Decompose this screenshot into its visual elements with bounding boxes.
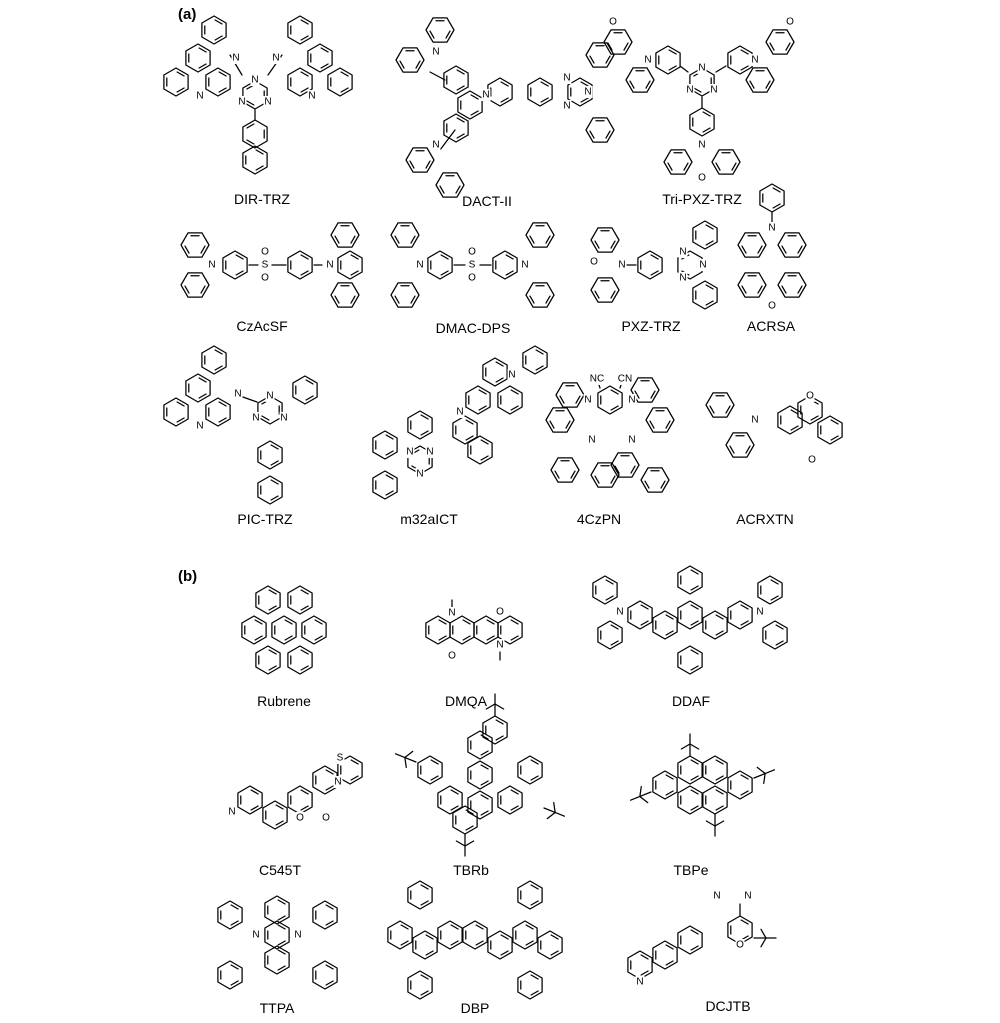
ring-bond [272, 616, 296, 644]
ring-bond [638, 251, 662, 279]
bond [555, 812, 564, 816]
bond [765, 770, 774, 774]
atom-label: O [590, 256, 598, 268]
atom-label: N [628, 394, 636, 406]
ring-bond [626, 68, 654, 92]
compound-name-tbpe: TBPe [673, 862, 709, 878]
atom-label: N [482, 89, 490, 101]
bond [706, 821, 715, 826]
ring-bond [678, 756, 702, 784]
ring-bond [546, 408, 574, 432]
ring-bond [778, 273, 806, 297]
ring-bond [628, 951, 652, 979]
atom-label: N [618, 259, 626, 271]
ring-bond [556, 383, 584, 407]
ring-bond [373, 431, 397, 459]
compound-name-dir-trz: DIR-TRZ [234, 191, 290, 207]
ring-bond [586, 118, 614, 142]
atom-label: N [432, 46, 440, 58]
ring-bond [463, 921, 487, 949]
atom-label: N [698, 62, 706, 74]
atom-label: O [786, 16, 794, 28]
compound-name-czacsf: CzAcSF [236, 318, 288, 334]
ring-bond [288, 586, 312, 614]
ring-bond [646, 408, 674, 432]
compound-name-ddaf: DDAF [671, 693, 711, 709]
ring-bond [604, 30, 632, 54]
ring-bond [391, 283, 419, 307]
atom-label: N [713, 890, 721, 902]
ring-bond [664, 150, 692, 174]
ring-bond [265, 921, 289, 949]
atom-label: N [616, 606, 624, 618]
ring-bond [712, 150, 740, 174]
ring-bond [202, 16, 226, 44]
ring-bond [406, 148, 434, 172]
atom-label: O [261, 246, 269, 258]
atom-label: N [326, 259, 334, 271]
atom-label: N [679, 246, 687, 258]
ring-bond [598, 621, 622, 649]
atom-label: CN [617, 373, 633, 385]
structure-tri-pxz-trz [604, 16, 795, 184]
ring-bond [703, 786, 727, 814]
ring-bond [436, 173, 464, 197]
ring-bond [288, 16, 312, 44]
atom-label: N [756, 606, 764, 618]
ring-bond [628, 601, 652, 629]
atom-label: N [228, 806, 236, 818]
atom-label: N [208, 259, 216, 271]
ring-bond [468, 731, 492, 759]
ring-bond [653, 611, 677, 639]
atom-label: N [232, 52, 240, 64]
panel-label-b: (b) [178, 568, 198, 585]
ring-bond [258, 476, 282, 504]
bond [405, 758, 406, 768]
structure-4czpn [546, 373, 674, 492]
ring-bond [181, 273, 209, 297]
compound-name-acrxtn: ACRXTN [736, 511, 794, 527]
compound-name-dbp: DBP [460, 1000, 490, 1016]
atom-label: N [699, 259, 707, 271]
bond [716, 66, 726, 72]
atom-label: N [563, 100, 571, 112]
atom-label: N [234, 388, 242, 400]
structure-ddaf [593, 566, 787, 674]
ring-bond [408, 971, 432, 999]
atom-label: N [272, 52, 280, 64]
ring-bond [218, 901, 242, 929]
ring-bond [678, 786, 702, 814]
ring-bond [493, 251, 517, 279]
atom-label: N [521, 259, 529, 271]
ring-bond [488, 78, 512, 106]
ring-bond [428, 251, 452, 279]
ring-bond [391, 223, 419, 247]
ring-bond [678, 601, 702, 629]
ring-bond [181, 233, 209, 257]
structure-dir-trz [164, 16, 352, 174]
atom-label: N [584, 86, 592, 98]
atom-label: N [294, 929, 302, 941]
ring-bond [738, 233, 766, 257]
structure-dmac-dps [391, 223, 554, 307]
ring-bond [186, 44, 210, 72]
ring-bond [728, 771, 752, 799]
atom-label: N [588, 434, 596, 446]
compound-name-dact-ii: DACT-II [462, 193, 512, 209]
bond [761, 938, 766, 947]
atom-label: N [252, 929, 260, 941]
ring-bond [483, 716, 507, 744]
compound-name-ttpa: TTPA [259, 1000, 295, 1016]
ring-bond [444, 114, 468, 142]
ring-bond [263, 801, 287, 829]
ring-bond [551, 458, 579, 482]
ring-bond [293, 376, 317, 404]
ring-bond [778, 233, 806, 257]
atom-label: N [636, 976, 644, 988]
ring-bond [223, 251, 247, 279]
ring-bond [591, 278, 619, 302]
structure-acrsa [738, 184, 806, 312]
bond [631, 796, 640, 800]
ring-bond [388, 921, 412, 949]
atom-label: O [448, 650, 456, 662]
ring-bond [763, 621, 787, 649]
atom-label: N [508, 369, 516, 381]
bond [547, 812, 555, 818]
bond [544, 808, 555, 812]
ring-bond [678, 566, 702, 594]
ring-bond [593, 576, 617, 604]
structure-dbp [388, 881, 562, 999]
compound-name-dmac-dps: DMAC-DPS [435, 320, 511, 336]
ring-bond [438, 786, 462, 814]
ring-bond [483, 358, 507, 386]
atom-label: N [686, 84, 694, 96]
ring-bond [331, 283, 359, 307]
structure-pxz-trz [590, 221, 718, 309]
ring-bond [738, 273, 766, 297]
ring-bond [653, 941, 677, 969]
ring-bond [418, 756, 442, 784]
ring-bond [202, 346, 226, 374]
ring-bond [678, 926, 702, 954]
ring-bond [468, 436, 492, 464]
ring-bond [728, 601, 752, 629]
atom-label: N [744, 890, 752, 902]
atom-label: N [768, 222, 776, 234]
ring-bond [206, 398, 230, 426]
bond [465, 841, 474, 846]
ring-bond [653, 771, 677, 799]
bond [754, 774, 765, 778]
ring-bond [693, 221, 717, 249]
structure-tbpe [631, 734, 775, 836]
bond [757, 767, 765, 773]
structure-ttpa [218, 896, 337, 989]
compound-name-tbrb: TBRb [453, 862, 489, 878]
bond [640, 787, 641, 797]
atom-label: O [468, 272, 476, 284]
atom-label: N [416, 259, 424, 271]
ring-bond [458, 91, 482, 119]
structure-pic-trz [164, 346, 317, 504]
ring-bond [313, 901, 337, 929]
bond [486, 704, 495, 709]
atom-label: N [196, 90, 204, 102]
atom-label: O [322, 812, 330, 824]
bond [240, 396, 257, 402]
ring-bond [526, 283, 554, 307]
atom-label: N [238, 96, 246, 108]
atom-label: O [496, 606, 504, 618]
atom-label: S [261, 259, 269, 271]
ring-bond [444, 66, 468, 94]
ring-bond [242, 616, 266, 644]
ring-bond [426, 18, 454, 42]
atom-label: O [609, 16, 617, 28]
atom-label: N [416, 468, 424, 480]
atom-label: NC [589, 373, 605, 385]
ring-bond [218, 961, 242, 989]
compound-name-pic-trz: PIC-TRZ [237, 511, 293, 527]
ring-bond [678, 646, 702, 674]
ring-bond [265, 896, 289, 924]
structure-m32aict [373, 346, 547, 499]
atom-label: N [266, 390, 274, 402]
structure-c545t [228, 752, 363, 829]
atom-label: O [468, 246, 476, 258]
structure-tbrb [396, 694, 565, 856]
ring-bond [288, 251, 312, 279]
ring-bond [288, 646, 312, 674]
ring-bond [468, 791, 492, 819]
atom-label: O [768, 300, 776, 312]
atom-label: S [336, 752, 344, 764]
atom-label: N [698, 139, 706, 151]
compound-name-rubrene: Rubrene [257, 693, 311, 709]
ring-bond [256, 586, 280, 614]
ring-bond [766, 30, 794, 54]
ring-bond [498, 386, 522, 414]
ring-bond [450, 616, 474, 644]
ring-bond [466, 386, 490, 414]
ring-bond [591, 228, 619, 252]
bond [680, 66, 688, 72]
structure-rubrene [242, 586, 326, 674]
bond [690, 744, 699, 749]
atom-label: O [808, 454, 816, 466]
ring-bond [238, 786, 262, 814]
ring-bond [528, 78, 552, 106]
ring-bond [308, 44, 332, 72]
ring-bond [426, 616, 450, 644]
bond [405, 751, 413, 757]
atom-label: N [251, 74, 259, 86]
structure-dact-ii [396, 18, 614, 197]
ring-bond [598, 386, 622, 414]
atom-label: O [736, 939, 744, 951]
structure-dcjtb [628, 890, 776, 988]
ring-bond [693, 281, 717, 309]
atom-label: N [252, 412, 260, 424]
compound-name-m32aict: m32aICT [400, 511, 458, 527]
bond [495, 704, 504, 709]
ring-bond [474, 616, 498, 644]
structure-dmqa [426, 600, 522, 662]
atom-label: N [280, 412, 288, 424]
ring-bond [164, 398, 188, 426]
ring-bond [408, 881, 432, 909]
ring-bond [302, 616, 326, 644]
atom-label: O [806, 390, 814, 402]
ring-bond [523, 346, 547, 374]
ring-bond [513, 921, 537, 949]
atom-label: N [751, 54, 759, 66]
ring-bond [373, 471, 397, 499]
atom-label: N [432, 139, 440, 151]
ring-bond [758, 576, 782, 604]
ring-bond [186, 374, 210, 402]
ring-bond [396, 48, 424, 72]
bond [640, 792, 651, 796]
ring-bond [328, 68, 352, 96]
ring-bond [728, 46, 752, 74]
ring-bond [526, 223, 554, 247]
bond [715, 821, 724, 826]
atom-label: N [426, 446, 434, 458]
atom-label: O [261, 272, 269, 284]
atom-label: N [563, 72, 571, 84]
ring-bond [703, 756, 727, 784]
atom-label: S [468, 259, 476, 271]
bond [761, 929, 766, 938]
bond [681, 744, 690, 749]
compound-name-acrsa: ACRSA [746, 318, 796, 334]
ring-bond [518, 756, 542, 784]
structure-czacsf [181, 223, 362, 307]
atom-label: N [679, 272, 687, 284]
ring-bond [703, 611, 727, 639]
structure-acrxtn [706, 390, 842, 466]
ring-bond [164, 68, 188, 96]
ring-bond [408, 411, 432, 439]
bond [640, 796, 648, 802]
ring-bond [438, 921, 462, 949]
ring-bond [518, 881, 542, 909]
ring-bond [538, 931, 562, 959]
ring-bond [760, 184, 784, 212]
ring-bond [656, 46, 680, 74]
ring-bond [726, 433, 754, 457]
ring-bond [488, 931, 512, 959]
atom-label: N [710, 84, 718, 96]
atom-label: N [196, 420, 204, 432]
compound-name-4czpn: 4CzPN [576, 511, 622, 527]
compound-name-tri-pxz-trz: Tri-PXZ-TRZ [662, 191, 742, 207]
ring-bond [746, 68, 774, 92]
ring-bond [265, 946, 289, 974]
ring-bond [413, 931, 437, 959]
ring-bond [706, 393, 734, 417]
ring-bond [206, 68, 230, 96]
ring-bond [256, 646, 280, 674]
bond [554, 803, 555, 813]
compound-name-pxz-trz: PXZ-TRZ [621, 318, 681, 334]
atom-label: N [334, 776, 342, 788]
ring-bond [818, 416, 842, 444]
ring-bond [258, 441, 282, 469]
ring-bond [518, 971, 542, 999]
ring-bond [498, 786, 522, 814]
panel-label-a: (a) [178, 6, 197, 23]
ring-bond [243, 146, 267, 174]
atom-label: N [751, 414, 759, 426]
atom-label: N [448, 607, 456, 619]
bond [764, 774, 765, 784]
atom-label: N [584, 394, 592, 406]
atom-label: O [296, 812, 304, 824]
compound-name-c545t: C545T [258, 862, 302, 878]
bond [405, 758, 416, 762]
compound-name-dmqa: DMQA [445, 693, 487, 709]
atom-label: N [644, 54, 652, 66]
ring-bond [243, 120, 267, 148]
ring-bond [641, 468, 669, 492]
atom-label: N [496, 639, 504, 651]
ring-bond [468, 761, 492, 789]
compound-name-dcjtb: DCJTB [705, 998, 751, 1014]
ring-bond [611, 453, 639, 477]
bond [456, 841, 465, 846]
atom-label: N [308, 90, 316, 102]
ring-bond [331, 223, 359, 247]
ring-bond [313, 961, 337, 989]
ring-bond [690, 108, 714, 136]
atom-label: N [628, 434, 636, 446]
atom-label: N [264, 96, 272, 108]
atom-label: O [698, 172, 706, 184]
atom-label: N [406, 446, 414, 458]
ring-bond [288, 786, 312, 814]
bond [396, 754, 405, 758]
bond [430, 72, 445, 80]
ring-bond [338, 251, 362, 279]
atom-label: N [456, 406, 464, 418]
